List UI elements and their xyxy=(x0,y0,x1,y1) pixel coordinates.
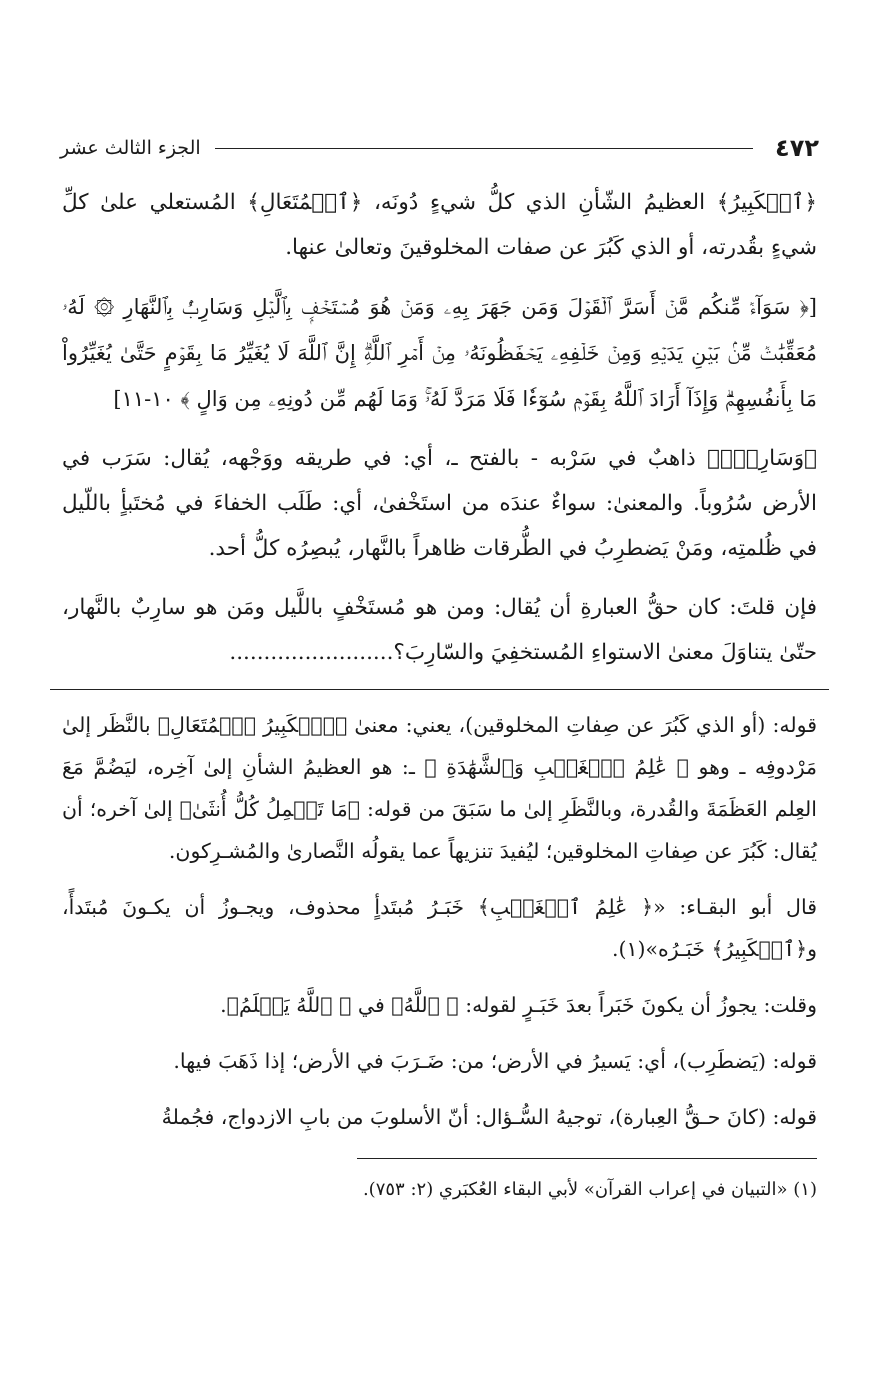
quran-verse-block: [﴿ سَوَآءٞ مِّنكُم مَّنۡ أَسَرَّ ٱلۡقَوۡلَ وَمَن جَهَرَ بِهِۦ وَمَنۡ هُوَ مُسۡتَخۡفِۭ بِٱلَّيۡلِ وَسَارِبُۢ بِٱلنَّهَارِ ۞ لَهُۥ مُعَقِّبَٰتٞ مِّنۢ بَيۡنِ يَدَيۡهِ وَمِنۡ خَلۡفِهِۦ يَحۡفَظُونَهُۥ مِنۡ أَمۡرِ ٱللَّهِۗ إِنَّ ٱللَّهَ لَا يُغَيِّرُ مَا بِقَوۡمٍ حَتَّىٰ يُغَيِّرُواْ مَا بِأَنفُسِهِمۡۗ وَإِذَآ أَرَادَ ٱللَّهُ بِقَوۡمٖ سُوٓءٗا فَلَا مَرَدَّ لَهُۥۚ وَمَا لَهُم مِّن دُونِهِۦ مِن وَالٍ ﴾ ١٠-١١] xyxy=(62,295,817,411)
volume-title: الجزء الثالث عشر xyxy=(60,137,201,159)
page-header xyxy=(60,128,819,168)
commentary-section xyxy=(62,704,817,1138)
tafsir-paragraph-1: ﴿ٱلۡكَبِيرُ﴾ العظيمُ الشّأنِ الذي كلُّ شيءٍ دُونَه، ﴿ٱلۡمُتَعَالِ﴾ المُستعلي علىٰ كلِّ شيءٍ بقُدرته، أو الذي كَبُرَ عن صفات المخلوقينَ وتعالىٰ عنها. xyxy=(62,190,817,260)
footnote-rule xyxy=(357,1158,817,1159)
header-rule xyxy=(215,148,753,149)
commentary-separator xyxy=(50,689,829,690)
footnote: (١) «التبيان في إعراب القرآن» لأبي البقاء العُكبَري (٢: ٧٥٣). xyxy=(362,1179,817,1200)
commentary-paragraph-3: وقلت: يجوزُ أن يكونَ خَبَراً بعدَ خَبَـرٍ لقوله: ﴿ ٱللَّهُ﴾ في ﴿ ٱللَّهُ يَعۡلَمُ﴾. xyxy=(220,993,817,1017)
commentary-paragraph-4: قوله: (يَضطَرِب)، أي: يَسيرُ في الأرض؛ من: ضَـرَبَ في الأرض؛ إذا ذَهَبَ فيها. xyxy=(173,1049,817,1073)
commentary-paragraph-5: قوله: (كانَ حـقُّ العِبارة)، توجيهُ السُّـؤال: أنّ الأسلوبَ من بابِ الازدواج، فجُملةُ xyxy=(161,1105,817,1129)
page-number: ٤٧٢ xyxy=(775,134,819,162)
page-body xyxy=(62,180,817,1205)
commentary-paragraph-2: قال أبو البقـاء: «﴿ عَٰلِمُ ٱلۡغَيۡبِ﴾ خَبَـرُ مُبتَدأٍ محذوف، ويجـوزُ أن يكـونَ مُبتَدأً، و﴿ٱلۡكَبِيرُ﴾ خَبَـرُه»(١). xyxy=(62,895,817,961)
tafsir-paragraph-3: فإن قلتَ: كان حقُّ العبارةِ أن يُقال: ومن هو مُستَخْفٍ باللَّيل ومَن هو سارِبٌ بالنَّهار، حتّىٰ يتناوَلَ معنىٰ الاستواءِ المُستخفِيَ والسّارِبَ؟........................ xyxy=(62,595,817,665)
commentary-paragraph-1: قوله: (أو الذي كَبُرَ عن صِفاتِ المخلوقين)، يعني: معنىٰ ﴿ٱلۡكَبِيرُ ٱلۡمُتَعَالِ﴾ بالنَّظَر إلىٰ مَرْدوفِه ـ وهو ﴿ عَٰلِمُ ٱلۡغَيۡبِ وَٱلشَّهَٰدَةِ ﴾ ـ: هو العظيمُ الشأنِ إلىٰ آخِره، ليَضُمَّ مَعَ العِلم العَظَمَةَ والقُدرة، وبالنَّظَرِ إلىٰ ما سَبَقَ من قوله: ﴿مَا تَحۡمِلُ كُلُّ أُنثَىٰ﴾ إلىٰ آخره؛ أن يُقال: كَبُرَ عن صِفاتِ المخلوقين؛ ليُفيدَ تنزيهاً عما يقولُه النَّصارىٰ والمُشـرِكون. xyxy=(62,713,817,863)
tafsir-paragraph-2: ﴿وَسَارِبُۢ﴾ ذاهبٌ في سَرْبه - بالفتح ـ، أي: في طريقه ووَجْهه، يُقال: سَرَب في الأرض سُرُوباً. والمعنىٰ: سواءٌ عندَه من استَخْفىٰ، أي: طَلَب الخفاءَ في مُختَبأٍ باللّيل في ظُلمتِه، ومَنْ يَضطرِبُ في الطُّرقات ظاهراً بالنَّهار، يُبصِرُه كلُّ أحد. xyxy=(62,446,817,561)
main-text xyxy=(62,180,817,675)
